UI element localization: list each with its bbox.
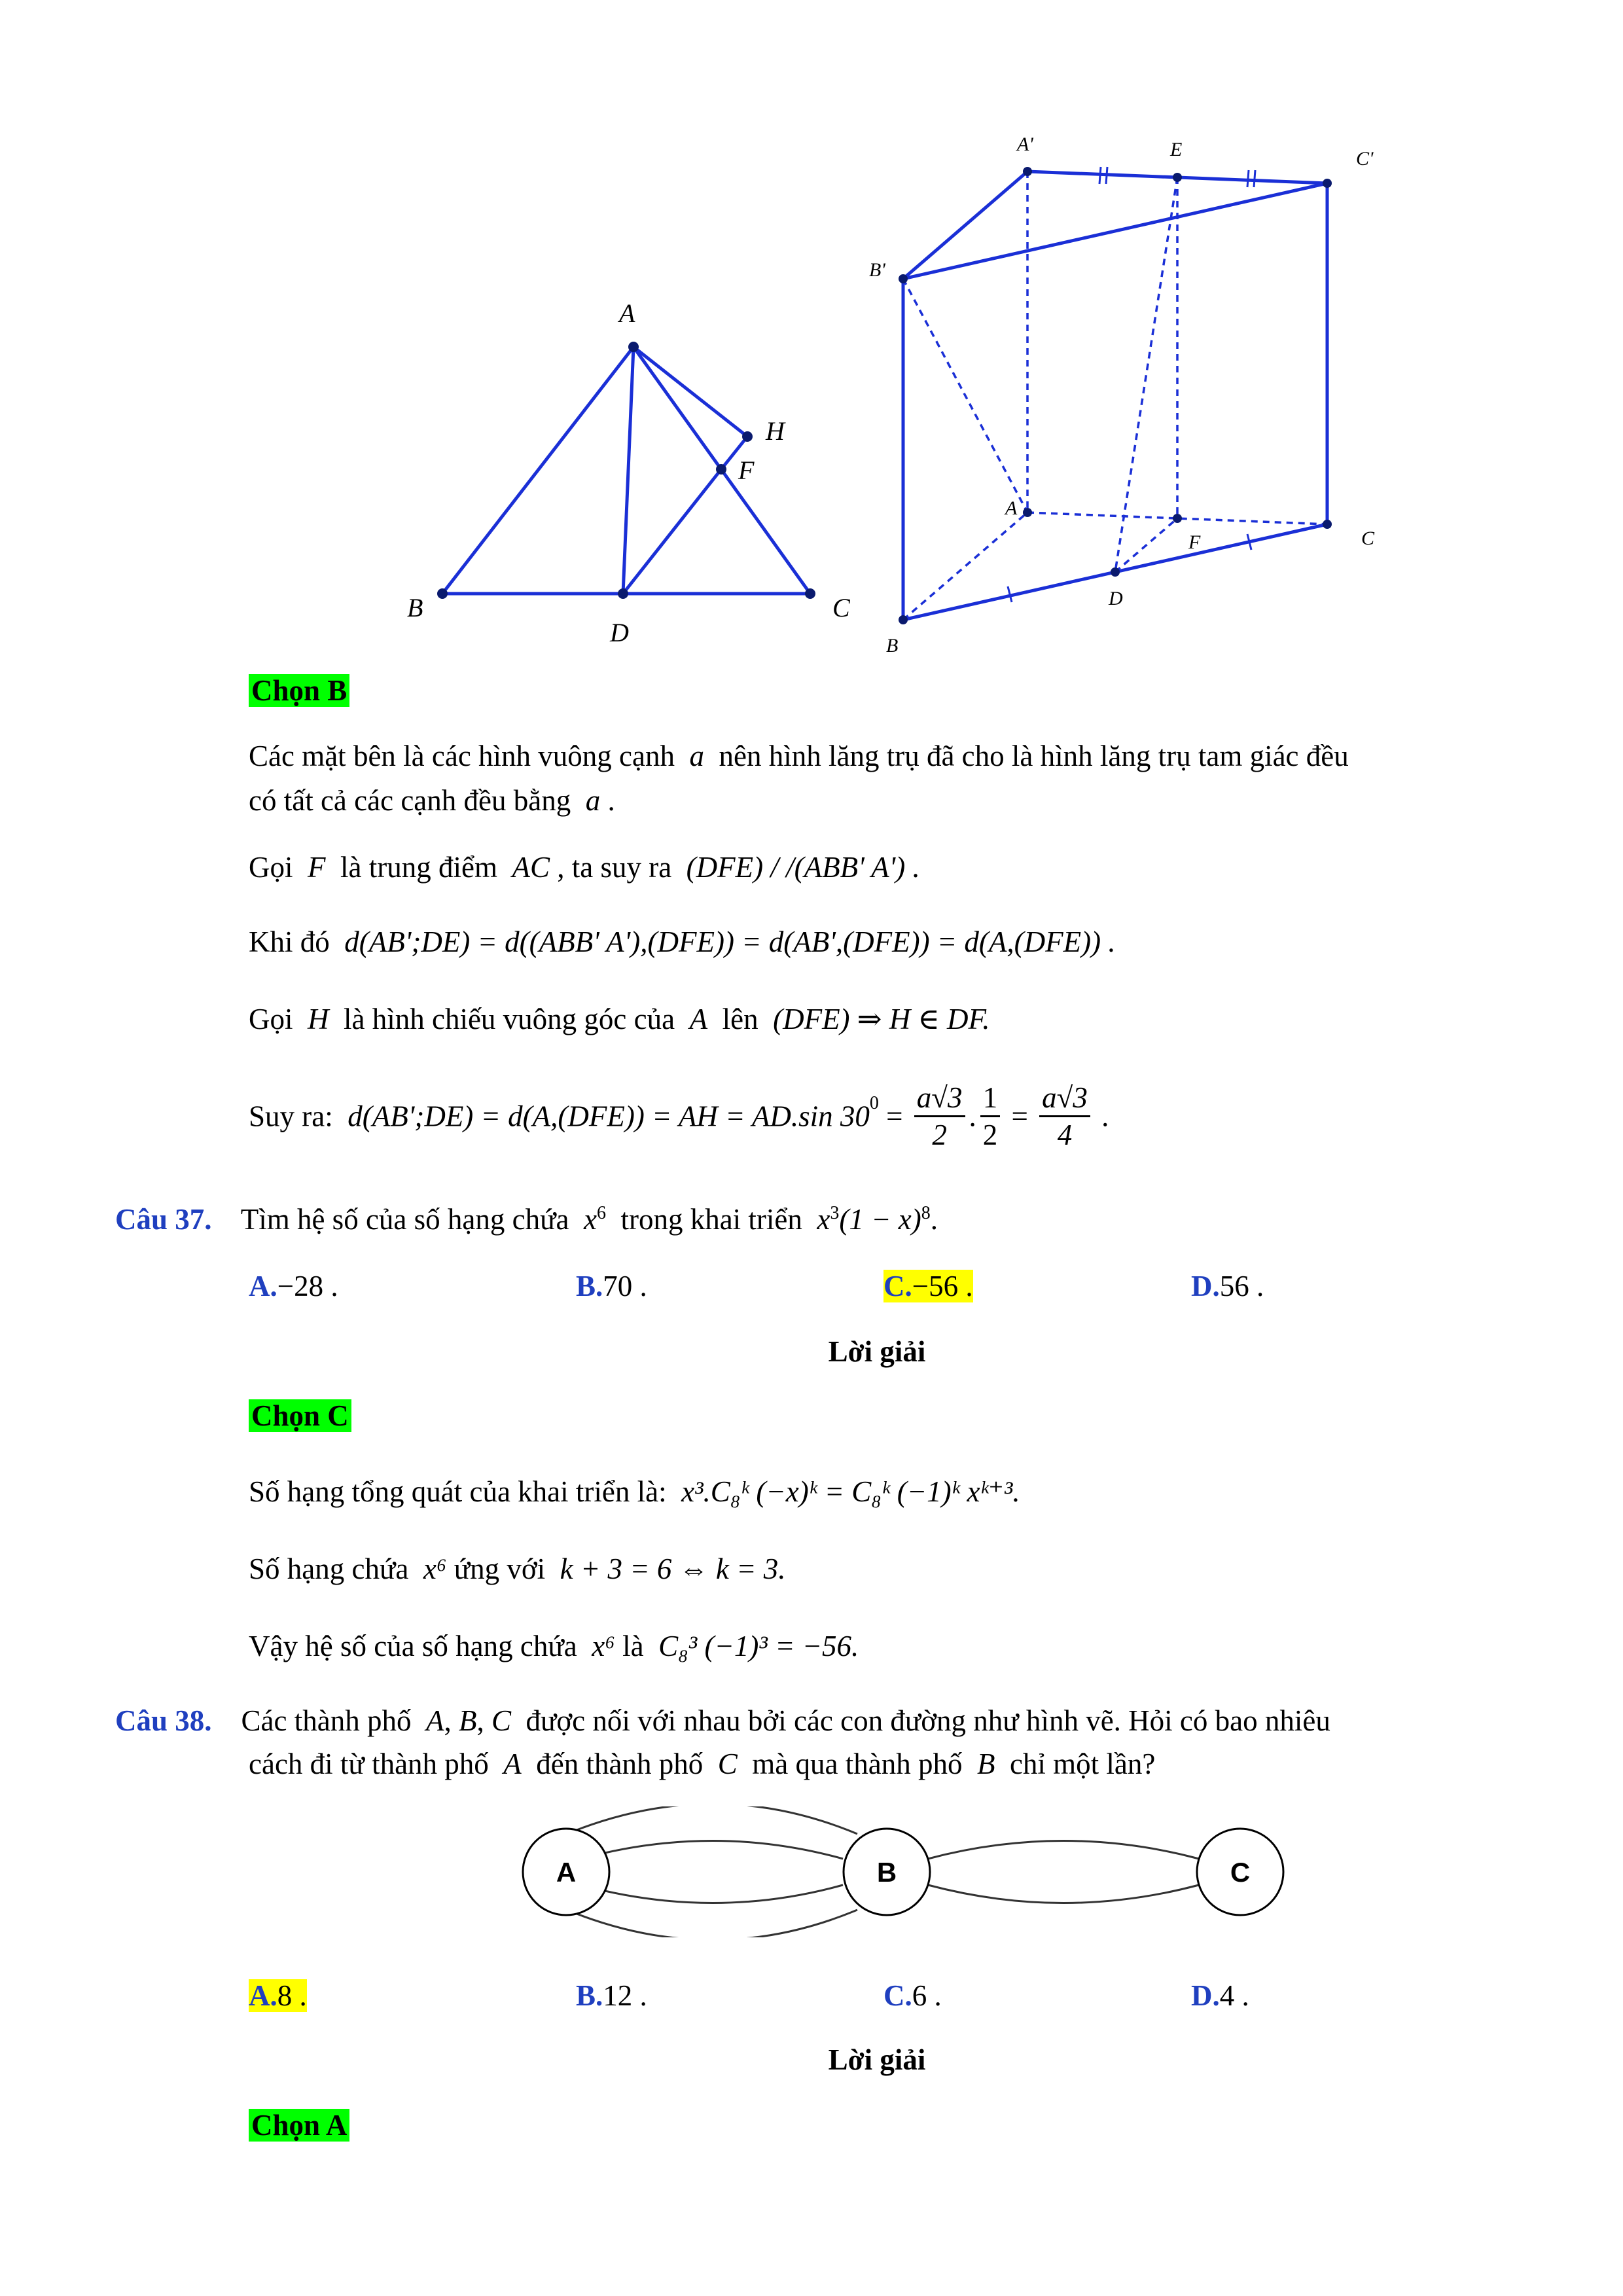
city-a-label: A (556, 1857, 577, 1888)
city-c-label: C (1230, 1857, 1251, 1888)
q37-option-a[interactable]: A.−28 . (249, 1270, 338, 1302)
q38-choose: Chọn A (249, 2108, 349, 2143)
point-B (437, 588, 448, 599)
q36-paragraph-6: Suy ra: d(AB';DE) = d(A,(DFE)) = AH = AD.sin $30^0$ = $\frac{a√3}{2}$ . $\frac{1}{2}$ = $\frac{a√3}{4}$ . (249, 1081, 1109, 1151)
q38-question-line-1: Câu 38. Các thành phố A, B, C được nối với nhau bởi các con đường như hình vẽ. Hỏi có bao nhiêu (115, 1704, 1330, 1737)
q37-option-c[interactable]: C.−56 . (883, 1270, 973, 1302)
label-F: F (1188, 531, 1201, 553)
road-bc-2 (928, 1885, 1199, 1903)
point-B1 (899, 274, 908, 283)
point-A (1023, 508, 1032, 517)
fraction-1: $\frac{a√3}{2}$ (914, 1080, 965, 1153)
q38-option-a[interactable]: A.8 . (249, 1979, 307, 2012)
q36-paragraph-2: có tất cả các cạnh đều bằng a . (249, 784, 615, 817)
road-ab-2 (581, 1841, 843, 1859)
label-C1: C' (1356, 148, 1374, 170)
q37-option-b[interactable]: B.70 . (576, 1270, 647, 1302)
point-C (805, 588, 815, 599)
road-ab-3 (581, 1885, 843, 1903)
q37-choose: Chọn C (249, 1398, 351, 1433)
label-B: B (886, 635, 899, 656)
road-bc-1 (928, 1841, 1199, 1859)
point-E (1173, 173, 1182, 182)
point-B (899, 615, 908, 624)
prism-figure (857, 124, 1414, 668)
label-E: E (1170, 139, 1183, 160)
label-A: A (1005, 497, 1018, 519)
point-C1 (1323, 179, 1332, 188)
city-road-graph (517, 1806, 1289, 1937)
q37-solution-line-3: Vậy hệ số của số hạng chứa x⁶ là C₈³ (−1)³ = −56. (249, 1630, 859, 1662)
city-b-label: B (876, 1857, 897, 1888)
label-A: A (619, 298, 635, 328)
road-ab-1 (567, 1806, 857, 1834)
q36-paragraph-3: Gọi F là trung điểm AC , ta suy ra (DFE) / /(ABB' A') . (249, 851, 920, 884)
label-B1: B' (869, 259, 885, 281)
point-F (1173, 514, 1182, 523)
point-F (716, 464, 726, 475)
label-D: D (610, 618, 629, 647)
q37-solution-line-2: Số hạng chứa x⁶ ứng với k + 3 = 6 ⇔ k = 3. (249, 1552, 786, 1585)
fraction-2: $\frac{1}{2}$ (980, 1080, 1001, 1153)
q37-option-d[interactable]: D.56 . (1191, 1270, 1264, 1302)
fraction-3: $\frac{a√3}{4}$ (1039, 1080, 1090, 1153)
label-D: D (1109, 588, 1123, 609)
label-H: H (766, 416, 785, 446)
q36-paragraph-4: Khi đó d(AB';DE) = d((ABB' A'),(DFE)) = d(AB',(DFE)) = d(A,(DFE)) . (249, 925, 1116, 958)
q37-solution-line-1: Số hạng tổng quát của khai triển là: x³.C₈ᵏ (−x)ᵏ = C₈ᵏ (−1)ᵏ xᵏ⁺³. (249, 1475, 1020, 1508)
point-H (742, 431, 753, 442)
q36-choose: Chọn B (249, 673, 349, 708)
q36-paragraph-5: Gọi H là hình chiếu vuông góc của A lên (DFE) ⇒ H ∈ DF. (249, 1003, 990, 1035)
q38-solution-heading: Lời giải (828, 2043, 926, 2076)
label-B: B (407, 593, 423, 622)
point-A (628, 342, 639, 352)
label-C: C (832, 593, 850, 622)
triangle-figure (366, 281, 903, 661)
q36-paragraph-1: Các mặt bên là các hình vuông cạnh a nên hình lăng trụ đã cho là hình lăng trụ tam giác đều (249, 740, 1349, 772)
q37-solution-heading: Lời giải (828, 1335, 926, 1368)
q38-option-c[interactable]: C.6 . (883, 1979, 942, 2012)
q38-option-b[interactable]: B.12 . (576, 1979, 647, 2012)
q38-question-line-2: cách đi từ thành phố A đến thành phố C mà qua thành phố B chỉ một lần? (249, 1748, 1156, 1780)
q37-question: Câu 37. Tìm hệ số của số hạng chứa $x^6$ trong khai triển $x^3(1 - x)^8$. (115, 1203, 938, 1236)
label-A1: A' (1017, 134, 1033, 155)
road-ab-4 (567, 1910, 857, 1937)
point-C (1323, 520, 1332, 529)
point-D (618, 588, 628, 599)
point-A1 (1023, 167, 1032, 176)
q38-option-d[interactable]: D.4 . (1191, 1979, 1249, 2012)
label-C: C (1361, 528, 1375, 549)
point-D (1111, 567, 1120, 577)
label-F: F (738, 456, 755, 485)
